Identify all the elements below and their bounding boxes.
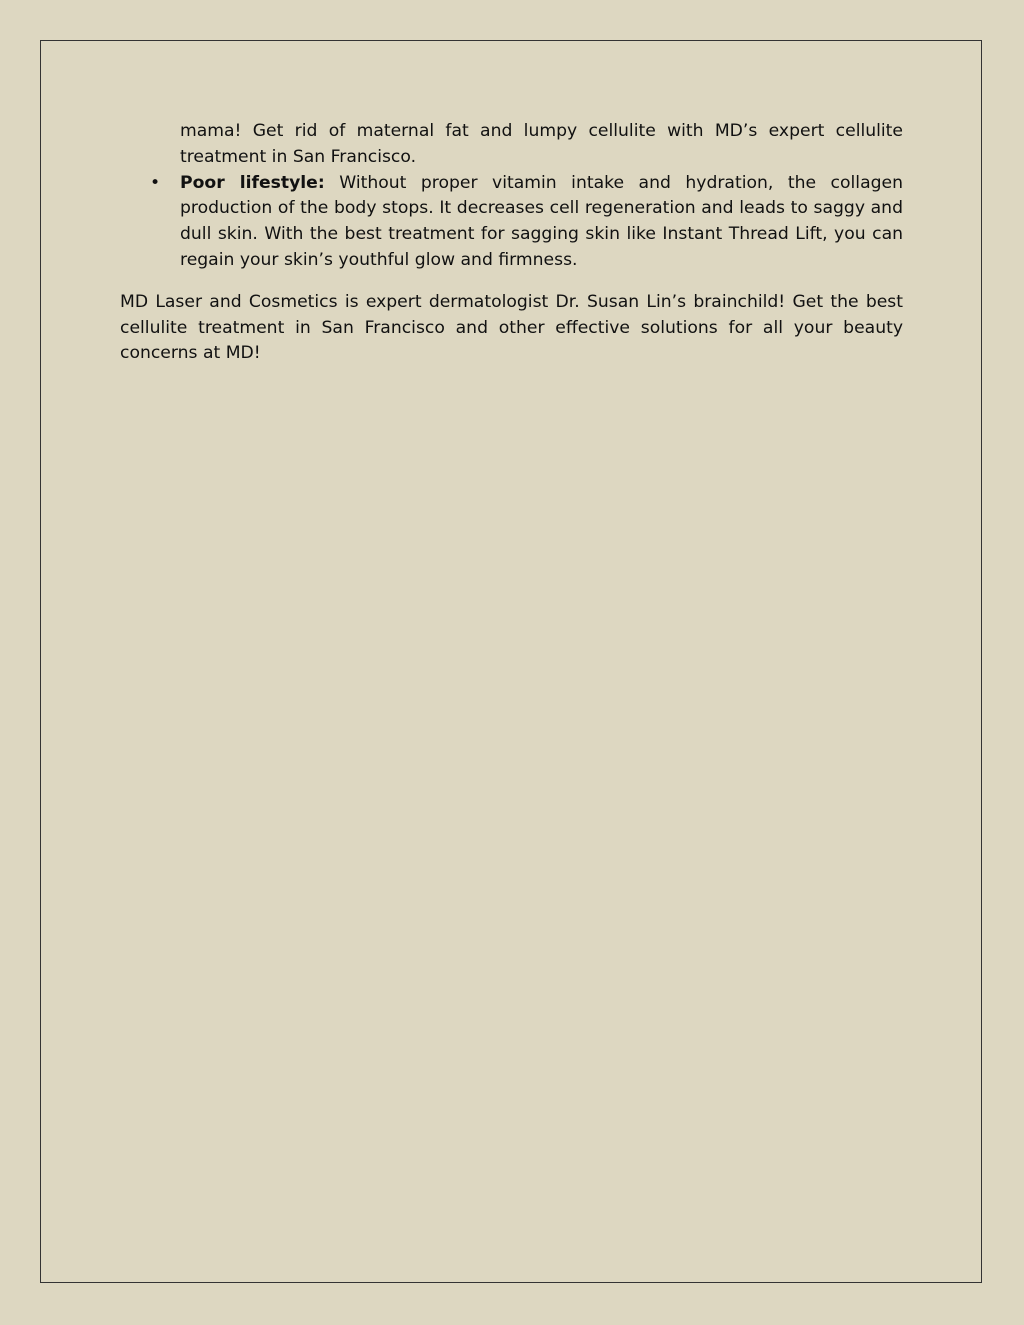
bullet-list bbox=[120, 171, 903, 274]
bullet-term: Poor lifestyle: bbox=[180, 172, 325, 193]
bullet-text: Without proper vitamin intake and hydration, the collagen production of the body stops. It decreases cell regeneration and leads to saggy and dull skin. With the best treatment for sagging skin like Instant Thread Lift, you can regain your skin’s youthful glow and firmness. bbox=[180, 172, 903, 270]
closing-paragraph: MD Laser and Cosmetics is expert dermatologist Dr. Susan Lin’s brainchild! Get the best cellulite treatment in San Francisco and other effective solutions for all your beauty concerns at MD! bbox=[120, 291, 903, 364]
bullet-item-poor-lifestyle bbox=[150, 171, 903, 274]
document-body bbox=[120, 119, 903, 367]
bullet-icon: • bbox=[150, 172, 161, 193]
continued-paragraph: mama! Get rid of maternal fat and lumpy cellulite with MD’s expert cellulite treatment in San Francisco. bbox=[180, 121, 903, 167]
